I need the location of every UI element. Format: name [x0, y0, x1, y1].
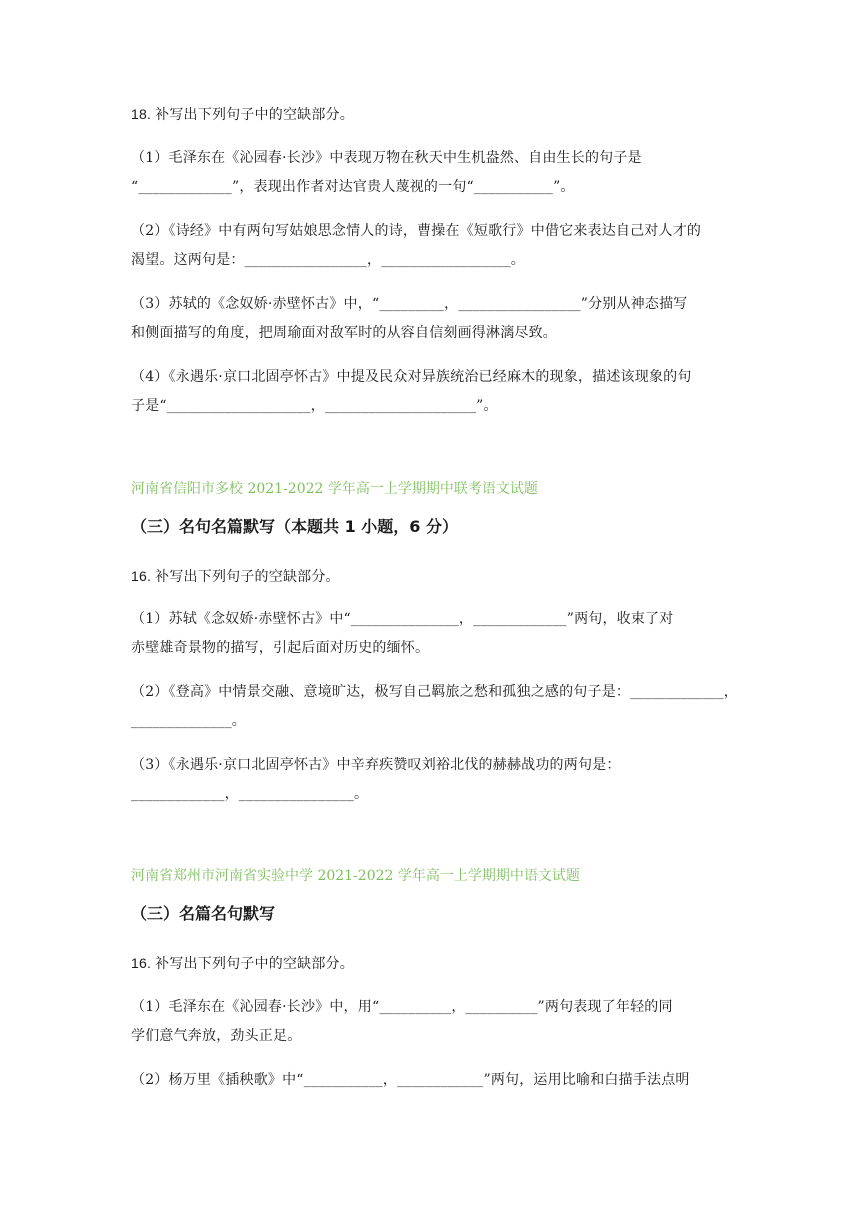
- section2-heading: （三）名句名篇默写（本题共 1 小题，6 分）: [131, 517, 458, 536]
- section3-source: 河南省郑州市河南省实验中学 2021-2022 学年高一上学期期中语文试题: [131, 868, 580, 884]
- s3-item2-line1: （2）杨万里《插秧歌》中“___________，____________”两句，运用比喻和白描手法点明: [131, 1072, 690, 1088]
- question-16-title: 16. 补写出下列句子的空缺部分。: [131, 568, 340, 584]
- q18-item2-line2: 渴望。这两句是：_________________，__________________。: [131, 252, 525, 268]
- s2-item3-line1: （3）《永遇乐·京口北固亭怀古》中辛弃疾赞叹刘裕北伐的赫赫战功的两句是：: [131, 757, 621, 773]
- s2-item3-line2: _____________，________________。: [131, 786, 369, 802]
- question-16b-title: 16. 补写出下列句子中的空缺部分。: [131, 955, 354, 971]
- section3-heading: （三）名篇名句默写: [131, 904, 276, 923]
- q18-item4-line2: 子是“____________________，_____________________”。: [131, 398, 498, 414]
- q18-item2-line1: （2）《诗经》中有两句写姑娘思念情人的诗，曹操在《短歌行》中借它来表达自己对人才的: [131, 223, 702, 239]
- q18-item1-line1: （1）毛泽东在《沁园春·长沙》中表现万物在秋天中生机盎然、自由生长的句子是: [131, 150, 642, 166]
- q18-item4-line1: （4）《永遇乐·京口北固亭怀古》中提及民众对异族统治已经麻木的现象，描述该现象的句: [131, 369, 692, 385]
- s3-item1-line1: （1）毛泽东在《沁园春·长沙》中，用“__________，__________”两句表现了年轻的同: [131, 999, 673, 1015]
- s2-item1-line2: 赤壁雄奇景物的描写，引起后面对历史的缅怀。: [131, 640, 430, 656]
- question-18-title: 18. 补写出下列句子中的空缺部分。: [131, 106, 354, 122]
- s3-item1-line2: 学们意气奔放，劲头正足。: [131, 1028, 302, 1044]
- q18-item3-line2: 和侧面描写的角度，把周瑜面对敌军时的从容自信刻画得淋漓尽致。: [131, 325, 557, 341]
- s2-item1-line1: （1）苏轼《念奴娇·赤壁怀古》中“_______________，_____________”两句，收束了对: [131, 611, 674, 627]
- q18-item3-line1: （3）苏轼的《念奴娇·赤壁怀古》中，“_________，_________________”分别从神态描写: [131, 296, 688, 312]
- section2-source: 河南省信阳市多校 2021-2022 学年高一上学期期中联考语文试题: [131, 481, 538, 497]
- s2-item2-line1: （2）《登高》中情景交融、意境旷达，极写自己羁旅之愁和孤独之感的句子是：_____________，: [131, 684, 738, 700]
- s2-item2-line2: ______________。: [131, 713, 246, 729]
- q18-item1-line2: “_____________”，表现出作者对达官贵人蔑视的一句“___________”。: [131, 179, 575, 195]
